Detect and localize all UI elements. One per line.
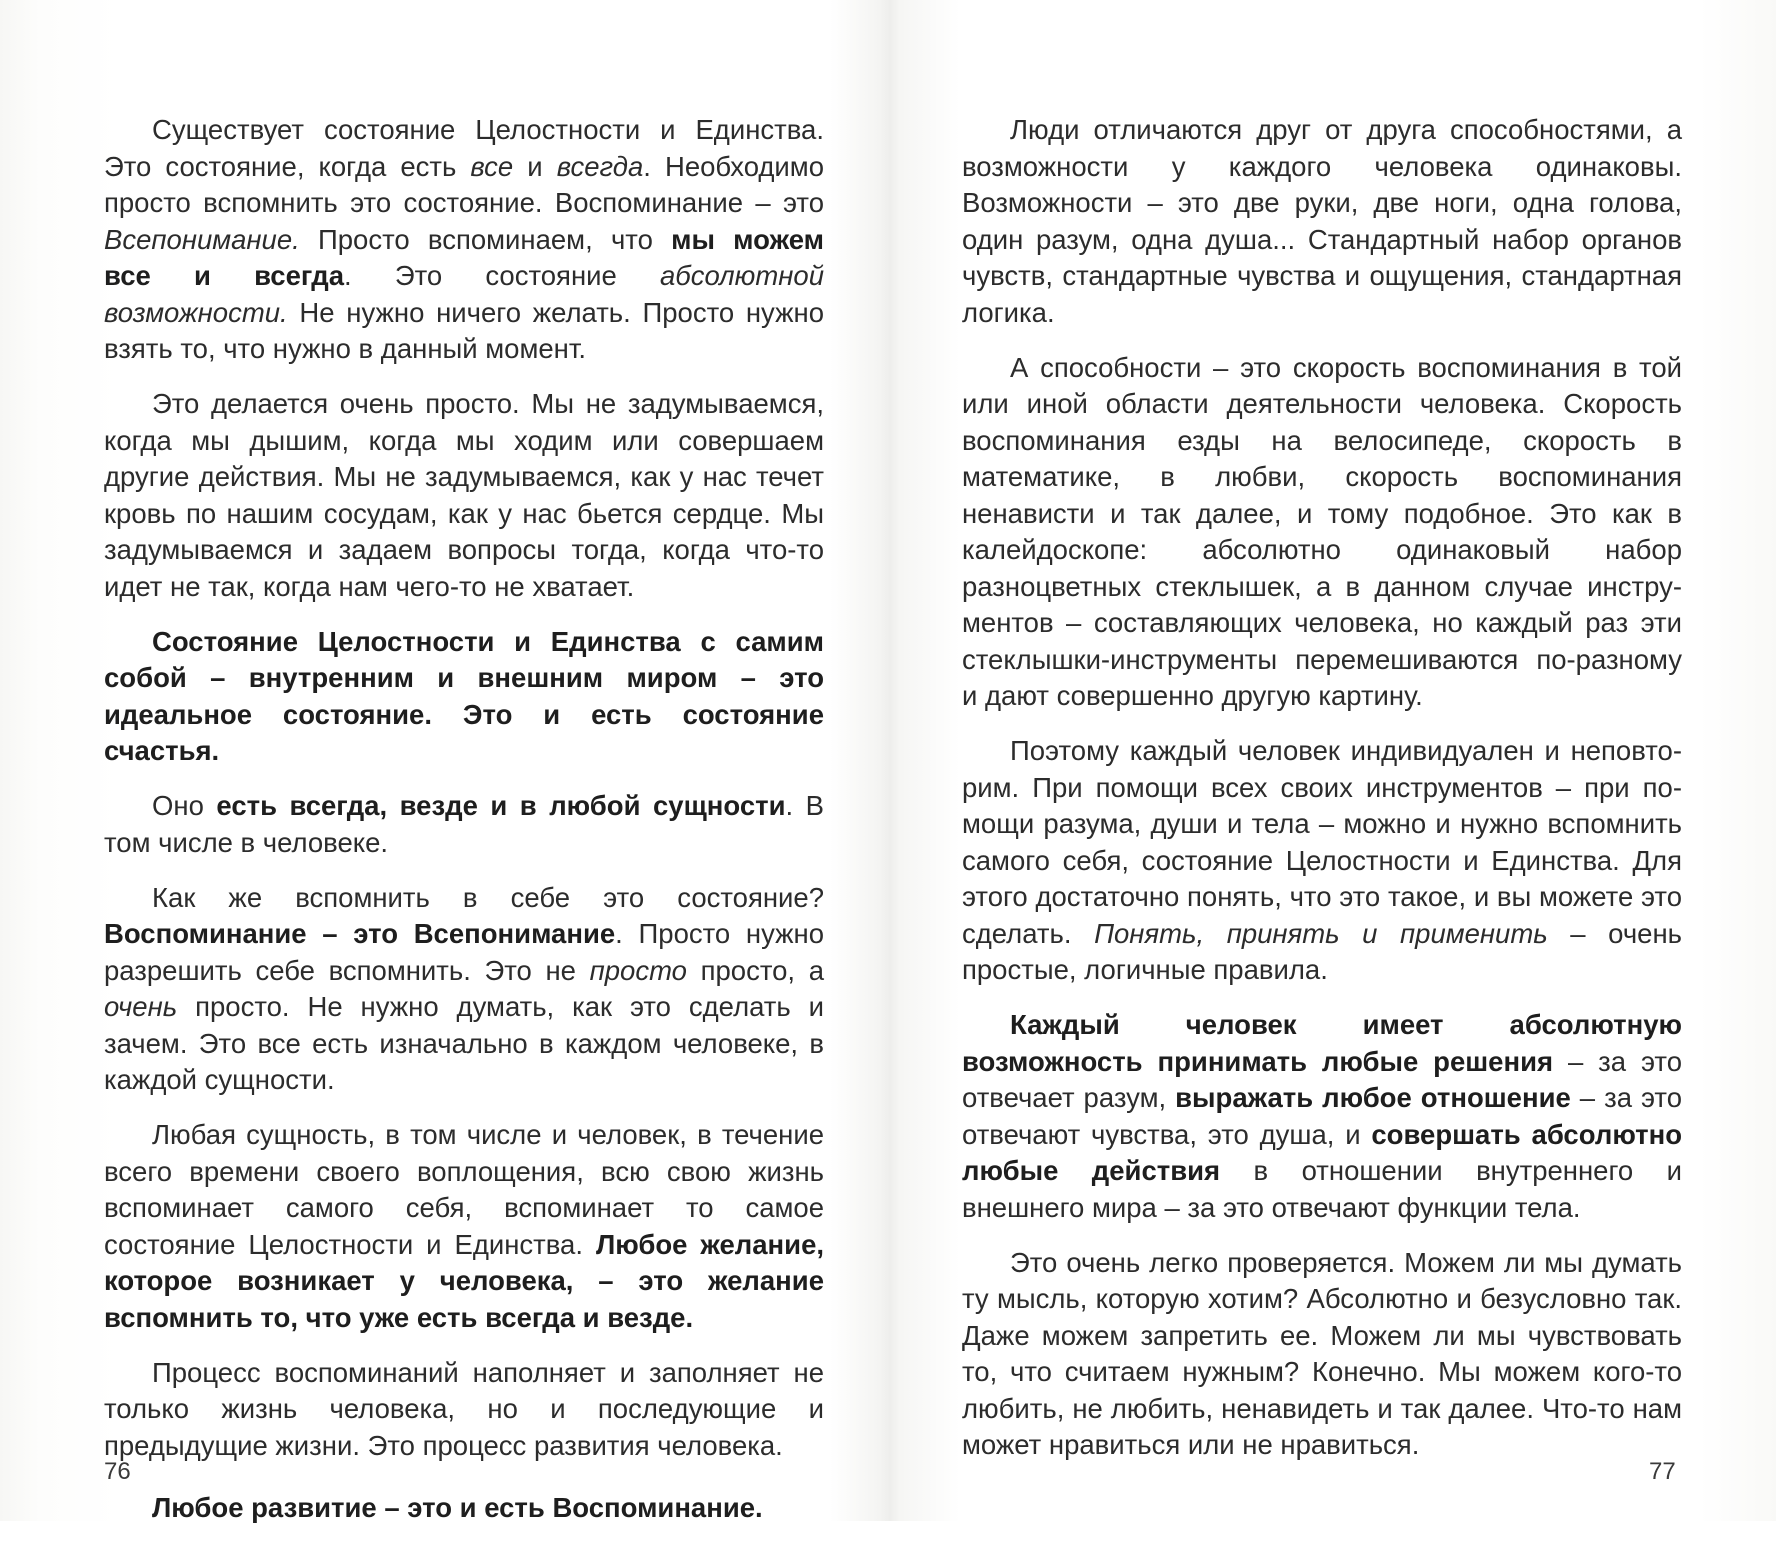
paragraph	[962, 733, 1682, 989]
bold-text: Каждый человек имеет абсолютную возможность принимать любые решения	[962, 1009, 1682, 1077]
paragraph	[104, 788, 824, 861]
text-run: – очень простые, логичные правила.	[962, 917, 1682, 985]
text-run: просто. Не нужно думать, как это сделать и зачем. Это все есть изначально в каждом человеке, в каждой сущности.	[104, 991, 824, 1095]
text-run: Это очень легко проверяется. Можем ли мы думать ту мысль, которую хотим? Абсолютно и безусловно так. Даже можем запретить ее. Можем ли мы чувствовать то, что считаем нужным? Конечно. Мы можем кого-то любить, не любить, ненавидеть и так далее. Что-то нам может нравиться или не нравиться.	[962, 1246, 1682, 1460]
right-page-text	[962, 112, 1682, 1482]
text-run: . Необходимо просто вспомнить это состояние. Воспоминание – это	[104, 150, 824, 218]
paragraph	[962, 1007, 1682, 1226]
text-run: . В том числе в человеке.	[104, 790, 825, 858]
text-run: Просто вспоминаем, что	[299, 223, 672, 255]
italic-text: всегда	[556, 150, 644, 182]
bold-text: выражать любое отношение	[1175, 1082, 1571, 1113]
text-run: Поэтому каждый человек индивидуален и неповторим. При помощи всех своих инструментов – при помощи разума, души и тела – можно и нужно вспомнить самого себя, состояние Целостности и Единства. Для этого достаточно понять, что это такое, и вы можете это сделать.	[962, 735, 1682, 949]
bold-text: Состояние Целостности и Единства с самим собой – внутренним и внешним миром – это идеальное состояние. Это и есть состояние счастья.	[104, 625, 824, 766]
paragraph	[104, 880, 824, 1099]
bold-text: Воспоминание – это Всепонимание	[104, 918, 616, 949]
paragraph	[104, 112, 824, 368]
text-run: Не нужно ничего желать. Просто нужно взять то, что нужно в данный момент.	[104, 296, 824, 364]
text-run: Существует состояние Целостности и Единства. Это состояние, когда есть	[104, 114, 824, 182]
paragraph	[104, 624, 824, 770]
paragraph	[962, 350, 1682, 715]
text-run: Это делается очень просто. Мы не задумываемся, когда мы дышим, когда мы ходим или совершаем другие действия. Мы не задумываемся, как у нас течет кровь по нашим сосудам, как у нас бьется сердце. Мы задумываемся и задаем вопросы тогда, когда что-то идет не так, когда нам чего-то не хватает.	[104, 388, 824, 602]
paragraph	[104, 1117, 824, 1336]
italic-text: очень	[104, 991, 178, 1022]
text-run: . Это состояние	[344, 260, 660, 291]
italic-text: Понять, принять и применить	[1094, 917, 1548, 949]
left-page-text	[104, 112, 824, 1545]
bold-text: совершать абсолютно любые действия	[962, 1118, 1682, 1186]
text-run: А способности – это скорость воспоминания в той или иной области деятельности человека. Скорость воспоминания езды на велосипеде, скорость в математике, в любви, скорость воспоминания ненависти и так далее, и тому подобное. Это как в калейдоскопе: абсолютно одинаковый набор разноцветных стеклышек, а в данном случае инструментов – составляющих человека, но каждый раз эти стеклышки-инструменты перемешиваются по-разному и дают совершенно другую картину.	[962, 351, 1682, 711]
bold-text: есть всегда, везде и в любой сущности	[216, 790, 786, 821]
text-run: Оно	[152, 790, 217, 821]
page-number-right: 77	[1649, 1458, 1676, 1485]
italic-text: абсолютной возможности.	[104, 260, 824, 328]
text-run: Люди отличаются друг от друга способностями, а возможности у каждого человека одинаковы. Возможности – это две руки, две ноги, одна голова, один разум, одна душа... Стандартный набор органов чувств, стандартные чувства и ощущения, стандартная логика.	[962, 114, 1682, 328]
text-run: Любая сущность, в том числе и человек, в течение всего времени своего воплощения, всю свою жизнь вспоминает самого себя, вспоминает то самое состояние Целостности и Единства.	[104, 1119, 824, 1260]
text-run: Как же вспомнить в себе это состояние?	[152, 881, 824, 913]
italic-text: все	[470, 150, 514, 182]
text-run: в отношении внутреннего и внешнего мира – за это отвечают функции тела.	[962, 1155, 1683, 1223]
text-run: и	[513, 150, 557, 182]
bold-text: Любое развитие – это и есть Воспоминание.	[152, 1492, 763, 1523]
paragraph	[104, 1355, 824, 1465]
text-run: Процесс воспоминаний наполняет и заполняет не только жизнь человека, но и последующие и предыдущие жизни. Это процесс развития человека.	[104, 1356, 824, 1461]
bold-text: Любое желание, которое возникает у человека, – это желание вспомнить то, что уже есть всегда и везде.	[104, 1228, 825, 1333]
page-number-left: 76	[104, 1458, 131, 1485]
paragraph	[104, 386, 824, 605]
text-run: – за это отвечает разум,	[962, 1045, 1682, 1113]
text-run: просто, а	[686, 954, 824, 986]
text-run: – за это отвечают чувства, это душа, и	[962, 1082, 1682, 1150]
italic-text: Всепонимание.	[104, 223, 300, 255]
paragraph	[962, 112, 1682, 331]
paragraph	[104, 1490, 824, 1527]
paragraph	[962, 1245, 1682, 1464]
italic-text: просто	[589, 954, 687, 986]
bold-text: мы можем все и всегда	[104, 223, 824, 291]
text-run: . Просто нужно разрешить себе вспомнить. Это не	[104, 918, 825, 986]
